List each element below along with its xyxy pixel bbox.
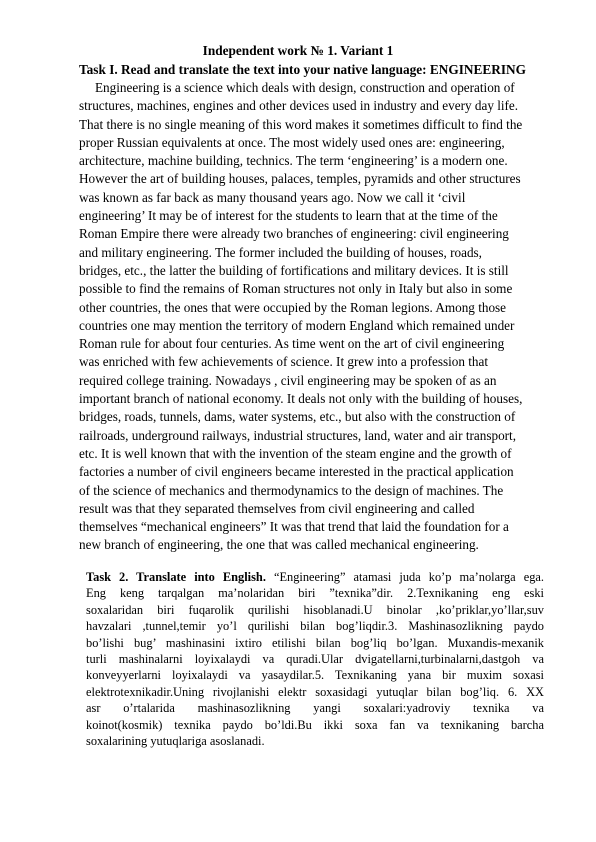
- text-line: koinot(kosmik) texnika paydo bo’ldi.Bu ikki soxa fan va texnikaning barcha: [86, 717, 544, 732]
- text-line: asr o’rtalarida mashinasozlikning yangi soxalari:yadroviy texnika va: [86, 701, 544, 716]
- text-line: factories a number of civil engineers became interested in the practical application: [79, 464, 514, 480]
- text-line: important branch of national economy. It deals not only with the building of houses,: [79, 391, 523, 407]
- text-line: proper Russian equivalents at once. The most widely used ones are: engineering,: [79, 134, 505, 150]
- text-line: havzalari ,tunnel,temir yo’l qurilishi bilan bog’liqdir.3. Mashinasozlikning paydo: [86, 619, 544, 634]
- text-line: Roman Empire there were already two branches of engineering: civil engineering: [79, 226, 509, 242]
- text-line: themselves “mechanical engineers” It was that trend that laid the foundation for a: [79, 519, 509, 535]
- text-line: architecture, machine building, technics. The term ‘engineering’ is a modern one.: [79, 153, 508, 169]
- task2-first-line: [86, 569, 544, 585]
- task1-text: [79, 79, 549, 555]
- text-line: bridges, etc., the latter the building of fortifications and military devices. It is still: [79, 262, 509, 278]
- text-line: Engineering is a science which deals with design, construction and operation of: [95, 80, 515, 95]
- text-line: Roman rule for about four centuries. As time went on the art of civil engineering: [79, 336, 505, 352]
- task1-heading: Task I. Read and translate the text into your native language: ENGINEERING: [79, 62, 526, 77]
- text-line: Eng keng tarqalgan ma’nolaridan biri ”texnika”dir. 2.Texnikaning eng eski: [86, 586, 544, 601]
- text-line: structures, machines, engines and other devices used in industry and every day life.: [79, 98, 519, 114]
- text-line: bridges, roads, tunnels, dams, water systems, etc., but also with the construction of: [79, 409, 516, 425]
- text-line: possible to find the remains of Roman structures not only in Italy but also in some: [79, 281, 513, 297]
- text-line: and military engineering. The former included the building of houses, roads,: [79, 244, 482, 260]
- task2-first-line-text: “Engineering” atamasi juda ko’p ma’nolarga ega.: [265, 570, 544, 584]
- text-line: engineering’ It may be of interest for the students to learn that at the time of the: [79, 208, 498, 224]
- text-line: bo’lishi bug’ mashinasini ixtiro etilishi bilan bog’liq bo’lgan. Muxandis-mexanik: [86, 635, 544, 650]
- text-line: etc. It is well known that with the invention of the steam engine and the growth of: [79, 445, 512, 461]
- task2-block: [86, 569, 544, 749]
- task2-heading: Task 2. Translate into English.: [86, 570, 266, 584]
- text-line: was known as far back as many thousand years ago. Now we call it ‘civil: [79, 189, 466, 205]
- text-line: soxalarining yutuqlariga asoslanadi.: [86, 734, 265, 749]
- text-line: However the art of building houses, palaces, temples, pyramids and other structures: [79, 171, 521, 187]
- text-line: elektrotexnikadir.Uning rivojlanishi elektr soxasidagi yutuqlar bilan bog’liq. 6. XX: [86, 684, 544, 699]
- text-line: soxalaridan biri fuqarolik qurilishi hisoblanadi.U binolar ,ko’priklar,yo’llar,suv: [86, 602, 544, 617]
- text-line: That there is no single meaning of this word makes it sometimes difficult to find the: [79, 116, 523, 132]
- text-line: result was that they separated themselves from civil engineering and called: [79, 500, 475, 516]
- text-line: konveyyerlarni loyixalaydi va yasaydilar.5. Texnikaning yana bir muxim soxasi: [86, 668, 544, 683]
- text-line: countries one may mention the territory of modern England which remained under: [79, 317, 515, 333]
- text-line: required college training. Nowadays , civil engineering may be spoken of as an: [79, 372, 497, 388]
- page-title: Independent work № 1. Variant 1: [202, 43, 394, 58]
- text-line: new branch of engineering, the one that was called mechanical engineering.: [79, 537, 479, 553]
- text-line: railroads, underground railways, industrial structures, land, water and air transport,: [79, 427, 517, 443]
- text-line: of the science of mechanics and thermodynamics to the design of machines. The: [79, 482, 504, 498]
- text-line: turli mashinalarni loyixalaydi va quradi.Ular dvigatellarni,turbinalarni,dastgoh va: [86, 652, 544, 667]
- text-line: was enriched with few achievements of science. It grew into a profession that: [79, 354, 489, 370]
- text-line: other countries, the ones that were occupied by the Roman legions. Among those: [79, 299, 507, 315]
